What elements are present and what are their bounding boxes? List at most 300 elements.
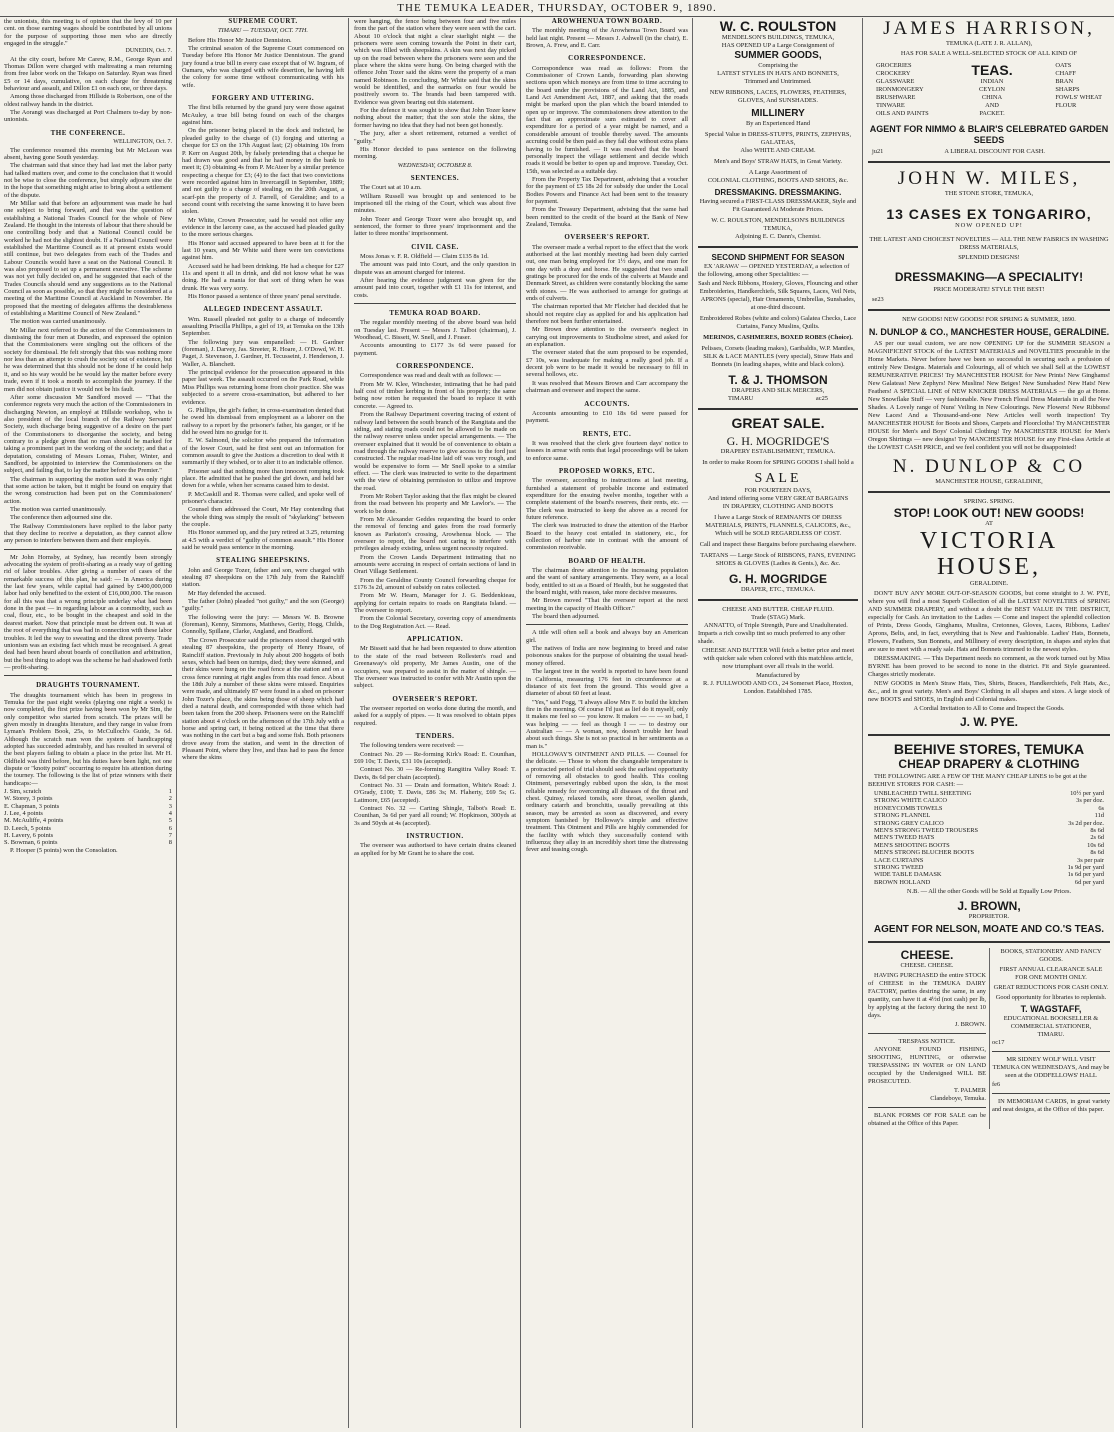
divider <box>698 246 858 248</box>
paragraph: Accounts amounting to £10 18s 6d were passed for payment. <box>526 409 688 425</box>
paragraph: Mr John Hornsby, at Sydney, has recently been strongly advocating the system of profit-sharing as a ready way of getting rid of labor troubles. After giving a number of cases of the remarkable success of this plan, he said: — In America during the last few years, while capital had gained by £400,000,000 labor had only benefited to the extent of £16,000,000. The reason for all this was that a wrong principle underlay what had been done in the past — in regarding labour as a commodity, such as coal, flour, etc., to be bought in the cheapest and sold in the dearest market. Now that principle must be driven out. It was at the root of everything that was bad in connection with these labor troubles. It led the way to sweating and the direst poverty. Trade unionism was an existing fact which must be recognised. A great deal had been heard about boards of conciliation and arbitration, but the best thing to adopt was the scheme he had shadowed forth — profit-sharing. <box>4 553 172 671</box>
ad-text: T. PALMER <box>954 1087 986 1095</box>
paragraph: Mr Millar said that before an adjournment was made he had one subject to bring forward, and that was the question of establishing a National Trades Council for the whole of New Zealand. He thought in the interests of labour that there should be one controlling body and that a National Council could be worked he had not the slightest doubt. If a National Council were established the Maritime Council as it at present exists would still continue, but two delegates from each of the Trades and Labour Councils would have a seat on the National Council. It was also proposed to set up a permanent executive. The scheme was not yet fully decided on, and he suggested that each of the Trades Councils should send any suggestions as to the National Council as soon as possible, so that they might be considered at a meeting of the Maritime Council at Auckland in November. He proposed that the meeting of delegates affirms the desirableness of establishing a Maritime Council of New Zealand." <box>4 199 172 318</box>
ad-text: J. BROWN. <box>954 1021 986 1029</box>
price-row: MEN'S SHOOTING BOOTS 10s 6d <box>874 841 1104 849</box>
list-item: OATS <box>1055 62 1072 69</box>
ad-text: W. C. ROULSTON, MENDELSON'S BUILDINGS TEMUKA, <box>711 217 845 232</box>
paragraph: Prisoner said that nothing more than innocent romping took place. He admitted that he pushed the girl down, and held her down for a while, when her screams caused him to desist. <box>182 467 344 490</box>
list-item: SHARPS <box>1055 86 1080 93</box>
dateline: TIMARU — TUESDAY, OCT. 7TH. <box>217 27 309 35</box>
section-heading: INSTRUCTION. <box>406 832 464 841</box>
ad-text: FOR FOURTEEN DAYS, <box>744 487 812 494</box>
paragraph: From Mr W. Hearn, Manager for J. G. Beddenkieau, applying for certain repairs to roads on Rangitata Island. — The overseer to report. <box>354 592 516 615</box>
ad-text: NEW GOODS! NEW GOODS! FOR SPRING & SUMMER, 1890. <box>902 316 1076 323</box>
paragraph: Among those discharged from Hillside is Robertson, one of the oldest railway hands in the district. <box>4 93 172 108</box>
paragraph: Mr White, Crown Prosecutor, said he would not offer any evidence in the larceny case, as the accused had pleaded guilty to the more serious charges. <box>182 216 344 239</box>
ad-text: THE LATEST AND CHOICEST NOVELTIES — ALL THE NEW FABRICS IN WASHING DRESS MATERIALS, <box>869 236 1109 251</box>
divider <box>698 408 858 410</box>
price-row: STRONG FLANNEL 11d <box>874 812 1104 820</box>
paragraph: The following tenders were received: — <box>360 742 464 750</box>
list-item: BRUSHWARE <box>876 94 916 101</box>
paragraph: The motion was carried unanimously. <box>10 318 107 326</box>
price-row: MEN'S TWEED HATS 2s 6d <box>874 834 1104 842</box>
list-item: M. McAuliffe, 4 points 5 <box>4 817 172 825</box>
ad-text: DRAPERS AND SILK MERCERS, <box>731 387 825 394</box>
paragraph: The conference then adjourned sine die. <box>10 514 113 522</box>
ad-title: TRESPASS NOTICE. <box>898 1038 956 1046</box>
ad-text: NEW RIBBONS, LACES, FLOWERS, FEATHERS, GLOVES, And SUNSHADES. <box>709 89 847 104</box>
ad-text: N.B. — All the other Goods will be Sold at Equally Low Prices. <box>906 888 1072 896</box>
paragraph: The first bills returned by the grand jury were those against McAuley, a true bill being found on each of the charges against him. <box>182 104 344 127</box>
ad-title: CHEESE. <box>900 948 954 963</box>
paragraph: From the Colonial Secretary, covering copy of amendments to the Dog Registration Act. — Read. <box>354 615 516 630</box>
section-heading: RENTS, ETC. <box>582 429 632 438</box>
divider <box>354 303 516 304</box>
column-4 <box>522 18 692 1428</box>
ad-text: SPLENDID DESIGNS! <box>958 254 1020 261</box>
ad-text: BLANK FORMS OF FOR SALE can be obtained at the Office of this Paper. <box>868 1112 986 1128</box>
paragraph: John Tozer and George Tozer were also brought up, and sentenced, the former to three years' imprisonment and the latter to three months' imprisonment. <box>354 215 516 238</box>
paragraph: The draughts tournament which has been in progress in Temuka for the past eight weeks (playing one night a week) is now completed, the first prize having been won by Mr Sim, the only competitor who started from scratch. The prizes will be given mostly in draughts literature, and they range in value from Lyman's Problem Book, 25s, to McCulloch's Guide, 3s 6d. Although the scratch man won the system of handicapping adopted has succeeded admirably, and has resulted in several of the best players failing to obtain a place in the prize list. Mr H. Oldfield was third before, but his duties have been light, not one dispute or "knotty point" occurring to require his attention during the tourney. The following is the list of prize winners with their handicaps:— <box>4 691 172 787</box>
price-row: MEN'S STRONG TWEED TROUSERS 8s 6d <box>874 827 1104 835</box>
paragraph: After hearing the evidence judgment was given for the amount paid into court, together with £1 11s for interest, and costs. <box>354 277 516 299</box>
paragraph: The father (John) pleaded "not guilty," and the son (George) "guilty." <box>182 598 344 613</box>
article-heading: AROWHENUA TOWN BOARD. <box>551 18 663 25</box>
paragraph: The overseer, according to instructions at last meeting, furnished a statement of probable income and estimated expenditure for the ensuing twelve months, together with a complete statement of the board's reserves, their rents, etc. — The clerk was instructed to keep the above as a record for future reference. <box>526 477 688 521</box>
paragraph: His Honor decided to pass sentence on the following morning. <box>354 145 516 161</box>
ad-text: TIMARU. <box>1037 1031 1065 1039</box>
ad-text: ANYONE FOUND FISHING, SHOOTING, HUNTING, or otherwise TRESPASSING IN WATER or ON LAND occupied by the Undersigned WILL BE PROSECUTED. <box>868 1046 986 1086</box>
paragraph: The motion was carried unanimously. <box>10 506 107 513</box>
ad-title: G. H. MOGRIDGE <box>728 572 827 586</box>
ad-text: ANNATTO, of Triple Strength, Pure and Unadulterated. Imparts a rich cowslip tint so much preferred to any other shade. <box>698 622 848 645</box>
ad-text: TARTANS — Large Stock of RIBBONS, FANS, EVENING SHOES & GLOVES (Ladies & Gents.), &c. &c. <box>700 552 856 567</box>
ad-text: FOR ONE MONTH ONLY. <box>1015 974 1087 982</box>
ad-text: Good opportunity for libraries to replenish. <box>995 994 1107 1002</box>
paragraph: The jury, after a short retirement, returned a verdict of "guilty." <box>354 130 516 145</box>
ad-title: BEEHIVE STORES, TEMUKA <box>893 741 1085 757</box>
ad-text: PRICE MODERATE! STYLE THE BEST! <box>933 286 1045 293</box>
divider <box>4 675 172 676</box>
ad-text: BOOKS, STATIONERY AND FANCY GOODS. <box>1000 948 1102 964</box>
divider <box>698 599 858 601</box>
ad-text: Special Value in DRESS-STUFFS, PRINTS, ZEPHYRS, GALATEAS, <box>704 131 852 146</box>
paragraph: "Yes," said Fogg, "I always allow Mrs F. to build the kitchen fire in the morning. Of course I'd just as lief do it myself, only it makes me feel so — you know. It makes — — — so bad, I was helping — — feel as though I — — to destroy our Australian — — A woman, now, doesn't trouble her head about such things. She is not so practical in her sentiments as a man is." <box>526 698 688 750</box>
paragraph: P. Hooper (5 points) won the Consolation. <box>10 846 118 854</box>
paragraph: The chairman reported that Mr Fletcher had decided that he should not require clay as applied for and his application had therefore not been further entertained. <box>526 303 688 326</box>
ad-text: STOP! LOOK OUT! NEW GOODS! <box>893 506 1085 520</box>
victoria-house-ad <box>868 498 1110 729</box>
price-row: STRONG TWEED 1s 9d per yard <box>874 864 1104 872</box>
paragraph: Correspondence was read as follows: From the Commissioner of Crown Lands, forwarding plan showing sections upon which moneys are from time to time accruing to the board under the provisions of the Land Act, 1885, and Land Act Amendment Act, 1887, and asking that the roads might be marked upon the plan which the board intended to open up or improve. The commissioners drew attention to the fact that an approximate sum estimated to cover all expenditure for a period of a year might be named, and a considerable amount of trouble thereby saved. The amounts accruing could be then paid as they fall due without extra plans having to be furnished. — It was resolved that the board personally inspect the village settlement and decide which roads it would be better to open up and improve. Tuesday, Oct. 15th, was selected as a suitable day. <box>526 64 688 175</box>
paragraph: From the Crown Lands Department intimating that no amounts were accruing in respect of certain sections of land in Orari Village Settlement. <box>354 553 516 576</box>
ad-ref: ac25 <box>815 395 828 402</box>
paragraph: From Mr W. Klee, Winchester, intimating that he had paid half cost of timber kerbing in front of his property; the same being now rotten he requested the board to replace it with concrete. — Agreed to. <box>354 380 516 410</box>
ad-text: T. WAGSTAFF, <box>1020 1004 1082 1015</box>
beehive-ad <box>868 741 1110 936</box>
price-row: HONEYCOMB TOWELS 6s <box>874 804 1104 812</box>
ad-title: VICTORIA HOUSE, <box>919 528 1059 580</box>
paragraph: The overseer was authorised to have certain drains cleaned as applied for by Mr Grant he to share the cost. <box>354 842 516 857</box>
list-item: PACKET. <box>979 110 1005 117</box>
ad-ref: oc17 <box>992 1039 1005 1047</box>
paragraph: HOLLOWAY'S OINTMENT AND PILLS. — Counsel for the delicate. — Those to whom the changeable temperature is a protracted period of trial should seek the earliest opportunity of removing all obstacles to good health. This cooling Ointment, perseveringly rubbed upon the skin, is the most reliable remedy for overcoming all diseases of the throat and chest. Quinsy, relaxed tonsils, sore throat, swollen glands, ordinary catarrh and bronchitis, usually prevailing at this season, may be arrested as soon as discovered, and every symptom banished by Holloway's simple and effective treatment. This Ointment and Pills are highly commended for the facility with which they successfully contend with influenza; they allay in an incredibly short time the distressing fever and teasing cough. <box>526 750 688 854</box>
ad-text: By an Experienced Hand <box>745 120 811 127</box>
ad-text: AT <box>985 520 993 527</box>
divider <box>868 734 1110 736</box>
ad-text: Clandeboye, Temuka. <box>930 1095 986 1103</box>
price-row: WIDE TABLE DAMASK 1s 6d per yard <box>874 871 1104 879</box>
ad-text: Pelisses, Corsets (leading makes), Garibaldis, W.P. Mantles, SILK & LACE MANTLES (very special), Straw Hats and Bonnets (in leading shapes, white and black colors). <box>701 345 855 368</box>
ad-text: And intend offering some VERY GREAT BARGAINS <box>707 495 849 502</box>
list-item: FOWLS' WHEAT <box>1055 94 1102 101</box>
paragraph: Before His Honor Mr Justice Denniston. <box>188 36 292 44</box>
paragraph: The Court sat at 10 a.m. <box>360 184 422 192</box>
article-heading: TEMUKA ROAD BOARD. <box>389 309 481 318</box>
paragraph: William Russell was brought up and sentenced to be imprisoned till the rising of the Court, which was about five minutes. <box>354 192 516 215</box>
ad-text: SALE <box>754 471 802 486</box>
ad-text: DRESSMAKING. DRESSMAKING. <box>714 188 842 197</box>
paragraph: E. W. Salmond, the solicitor who prepared the information of the lower Court, said he first sent out an information for common assault to give the Justices a discretion to deal with it summarily if they wished, or to alter it to an indictable offence. <box>182 437 344 467</box>
divider <box>868 1033 986 1034</box>
feed-list <box>1055 62 1102 118</box>
price-row: STRONG WHITE CALICO 3s per doz. <box>874 797 1104 805</box>
ad-text: Manufactured by <box>756 672 800 679</box>
divider <box>992 1093 1110 1094</box>
paragraph: Mr Bissett said that he had been requested to draw attention to the state of the road between Rollesten's road and Greenaway's old property, Mr James Austin, one of the occupiers, was prepared to assist in the matter of shingle. — The overseer was instructed to confer with Mr Austin upon the subject. <box>354 645 516 690</box>
list-item: E. Chapman, 3 points 3 <box>4 802 172 810</box>
paragraph: The Aorangi was discharged at Port Chalmers to-day by non-unionists. <box>4 109 172 124</box>
list-item: H. Lavery, 6 points 7 <box>4 832 172 840</box>
paragraph: On the prisoner being placed in the dock and indicted, he pleaded guilty to the charge of (1) forging and uttering a cheque for £3 on the 17th August last; (2) obtaining 10s from P. Kerr on August 20th, by falsely pretending that a cheque he had drawn was good and that he had money in the bank to meet it; (3) obtaining 4s from P. McAteer by a similar pretence respecting a cheque for £3; (4) to the fact that two convictions were recorded against him in Invercargill in September, 1889; and not guilty to a charge of stealing, on the 20th August, a scarf-pin the property of J. Farrell, of Geraldine; and to a second count with receiving the same knowing it to have been stolen. <box>182 127 344 216</box>
ad-title: T. & J. THOMSON <box>728 373 828 387</box>
ad-text: PROPRIETOR. <box>968 913 1010 921</box>
article-heading: DRAUGHTS TOURNAMENT. <box>36 681 140 690</box>
ad-text: Adjoining E. C. Dann's, Chemist. <box>735 233 821 240</box>
list-item: GROCERIES <box>876 62 912 69</box>
paragraph: Mr Brown moved "That the overseer report at the next meeting in the capacity of Health Officer." <box>526 597 688 612</box>
ad-title: GREAT SALE. <box>731 415 825 431</box>
paragraph: The board then adjourned. <box>532 613 600 621</box>
ad-text: A Large Assortment of <box>748 169 808 176</box>
paragraph: A title will often sell a book and always buy an American girl. <box>526 629 688 644</box>
price-row: UNBLEACHED TWILL SHEETING 10½ per yard <box>874 790 1104 797</box>
dateline: DUNEDIN, Oct. 7. <box>125 48 172 55</box>
ad-title: FIRST ANNUAL CLEARANCE SALE <box>999 966 1103 974</box>
column-rule <box>520 18 521 1428</box>
paragraph: The following jury was empanelled: — H. Gardner (foreman), J. Darvey, Jas. Streeter, R. Hoare, J. O'Dowd, W. H. Paget, J. Stevenson, J. Gardner, H. Tecusseint, J. Henderson, J. Waller, A. Blanchett. <box>182 338 344 368</box>
ad-text: DRAPER, ETC., TEMUKA. <box>740 586 816 593</box>
paragraph: The monthly meeting of the Arowhenua Town Board was held last night. Present — Messrs J. Ashwell (in the chair), E. Brown, A. Frew, and E. Carr. <box>526 27 688 50</box>
section-heading: OVERSEER'S REPORT. <box>392 694 478 703</box>
ad-text: G. H. MOGRIDGE'S <box>726 434 830 448</box>
ad-ref: fe6 <box>992 1081 1001 1089</box>
ad-text: Trade (STAG) Mark. <box>751 614 805 621</box>
divider <box>868 309 1110 311</box>
section-heading: OVERSEER'S REPORT. <box>564 233 650 242</box>
ad-text: MILLINERY <box>751 108 805 119</box>
ad-text: SPRING. SPRING. <box>963 498 1015 505</box>
divider <box>868 941 1110 943</box>
teas-list <box>971 62 1012 118</box>
paragraph: Moss Jonas v. F. R. Oldfield — Claim £135 8s 1d. <box>360 252 489 260</box>
ad-text: THE FOLLOWING ARE A FEW OF THE MANY CHEAP LINES to be got at the BEEHIVE STORES FOR CASH: — <box>868 773 1087 788</box>
column-rule <box>692 18 693 1428</box>
ad-text: NOW OPENED UP! <box>955 222 1023 229</box>
harrison-ad <box>868 18 1110 156</box>
paragraph: The largest tree in the world is reported to have been found in California, measuring 176 feet in circumference at a distance of six feet from the ground. This would give a diameter of about 60 feet at least. <box>526 668 688 698</box>
paragraph: Correspondence was read and dealt with as follows: — <box>360 372 501 380</box>
paragraph: The amount was paid into Court, and the only question in dispute was an amount charged for interest. <box>354 261 516 276</box>
paragraph: Mr Millar next referred to the action of the Commissioners in dismissing the four men at Dunedin, and expressed the opinion that the Commissioners were singling out the officers of the society for dismissal. He felt strongly that this was nothing more nor less than an attempt to crush the society out of existence, but he was determined that this should not be done if he could help it, and so his way would be he would lay the matter before every trade, even if it took a month to accomplish the journey. If the men did not obtain justice it would not be his fault. <box>4 326 172 393</box>
paragraph: Mr Hay defended the accused. <box>188 589 266 597</box>
ad-text: IN DRAPERY, CLOTHING AND BOOTS <box>722 503 834 510</box>
paragraph: The regular monthly meeting of the above board was held on Tuesday last. Present — Messrs J. Talbot (chairman), J. Woodhead, C. Bissett, W. Snell, and J. Fraser. <box>354 319 516 342</box>
ad-text: LATEST STYLES IN HATS AND BONNETS, <box>717 70 839 77</box>
ad-text: AS per our usual custom, we are now OPENING UP for the SUMMER SEASON a MAGNIFICENT STOCK of the LATEST MATERIALS and NOVELTIES procurable in the Home Markets. Never before have we been so successful in securing such a profusion of entirely New Designs. Materials and Colourings, all of which we shall Sell at the LOWEST REMUNERATIVE PRICES! Try MANCHESTER HOUSE for New Prints! New Ginghams! New Galateas! New Zephyrs! New Muslins! New Beiges! New Sunshades! New Hats! New Feathers! A SPECIAL LINE of NEW KNICKER DRESS MATERIALS — the go at Home. New Snowflake Stuff — very fashionable. New French Floral Dress Materials in all the New Shades. A Lovely range of Nuns' Veiling in New Colourings. New Flowers! New Ribbons! New Laces! And a Thousand-and-one New Articles well worth inspection! Try MANCHESTER HOUSE for Boots and Shoes, Carpets and Floorcloths! Try MANCHESTER HOUSE for Men's and Boys' Colonial Clothing! Try MANCHESTER HOUSE for Men's Oregon Shirtings — new designs! Try MANCHESTER HOUSE for any First-class Article at the LOWEST CASH PRICE, and we feel confident you will not be disappointed! <box>868 340 1110 451</box>
ad-text: GREAT REDUCTIONS FOR CASH ONLY. <box>993 984 1109 992</box>
list-item: GLASSWARE <box>876 78 915 85</box>
divider <box>868 161 1110 163</box>
section-heading: CIVIL CASE. <box>411 242 459 251</box>
column-3 <box>350 18 520 1428</box>
paragraph: It was resolved that Messrs Brown and Carr accompany the chairman and overseer and inspect the same. <box>526 379 688 395</box>
ad-text: 13 CASES EX TONGARIRO, <box>886 206 1092 222</box>
paragraph: Mr Brown drew attention to the overseer's neglect in carrying out improvements to Studholme street, and asked for an explanation. <box>526 326 688 349</box>
paragraph: Contract No. 30 — Re-forming Rangitira Valley Road: T. Davis, 8s 6d per chain (accepted). <box>354 766 516 781</box>
divider <box>992 1051 1110 1052</box>
ad-text: MR SIDNEY WOLF WILL VISIT TEMUKA ON WEDNESDAYS, And may be seen at the ODDFELLOWS' HALL <box>992 1056 1110 1080</box>
ad-text: R. J. FULLWOOD AND CO., 24 Somerset Place, Hoxton, London. Established 1785. <box>702 680 854 695</box>
paragraph: The Railway Commissioners have replied to the labor party that they decline to receive a deputation, as they cannot allow any person to interfere between them and their employés. <box>4 522 172 545</box>
roulston-ad <box>698 18 858 241</box>
section-heading: CORRESPONDENCE. <box>396 362 474 371</box>
ad-text: Also WHITE AND CREAM. <box>740 147 816 154</box>
ad-text: Embroidered Robes (white and colors) Galatea Checks, Lace Curtains, Fancy Muslins, Quilts. <box>699 315 857 330</box>
list-item: W. Storey, 3 points 2 <box>4 795 172 803</box>
paragraph: For the defence it was sought to show that John Tozer knew nothing about the matter; that the son stole the skins, the former having no idea that they had not been got honestly. <box>354 107 516 129</box>
ad-text: DRESSMAKING. — This Department needs no comment, as the work turned out by Miss BYRNE has been proved to be second to none in the district. Fit and Style guaranteed. Charges strictly moderate. <box>868 655 1110 678</box>
ad-text: MERINOS, CASHMERES, BOXED ROBES (Choice). <box>703 334 853 341</box>
paragraph: Accused said he had been drinking. He had a cheque for £27 11s and spent it all in drink, and did not know what he was doing. He had a mania for that sort of thing when he was drunk. He was very sorry. <box>182 262 344 292</box>
paragraph: His Honor said accused appeared to have been at it for the last 10 years, and Mr White said there were ten convictions against him. <box>182 239 344 262</box>
ad-text: CHEAP DRAPERY & CLOTHING <box>898 757 1080 771</box>
list-item: BRAN <box>1055 78 1074 85</box>
paragraph: P. McCaskill and R. Thomas were called, and spoke well of prisoner's character. <box>182 490 344 505</box>
paragraph: The following were the jury: — Messrs W. B. Browne (foreman), Kenny, Simmons, Matthews, Gerity, Hogg, Childs, Connolly, Spillane, Clarke, Angland, and Bradford. <box>182 613 344 636</box>
price-row: MEN'S STRONG BLUCHER BOOTS 8s 6d <box>874 849 1104 857</box>
section-heading: SENTENCES. <box>410 173 460 182</box>
paragraph: The chairman in supporting the motion said it was only right that some action be taken, but it might be found on enquiry that the wrong construction had been put on the Commissioners' action. <box>4 475 172 505</box>
column-1 <box>0 18 176 1428</box>
paragraph: Contract No. 32 — Carting Shingle, Talbot's Road: E. Counihan, 3s 6d per yard all round; W. Hopkinson, 300yds at 3s and 50yds at 4s (accepted). <box>354 805 516 827</box>
annatto-ad <box>698 606 858 696</box>
ad-text: IN MEMORIAM CARDS, in great variety and neat designs, at the Office of this paper. <box>992 1098 1110 1114</box>
list-item: AND <box>985 102 999 109</box>
dateline: WELLINGTON, Oct. 7. <box>113 139 172 146</box>
ad-text: Comprising the <box>758 62 798 69</box>
ad-text: AGENT FOR NELSON, MOATE AND CO.'S TEAS. <box>873 924 1105 936</box>
section-heading: FORGERY AND UTTERING. <box>211 94 315 103</box>
prize-list <box>4 788 172 847</box>
list-item: TINWARE <box>876 102 905 109</box>
paragraph: were hanging, the fence being between four and five miles from the part of the station where they were seen with the cart. About 10 o'clock that night a clear starlight night — the prisoners were seen coming towards the Point in their cart, which was filled with sheepskins. A skin was next day picked up on the road between where the prisoners were seen and the place where the skins were hung. On being charged with the offence John Tozer said the skins were the property of a man named Robinson. In concluding, Mr White said that the skins would be identified, and the earmarks on four would be positively sworn to. The brands had been tampered with. Evidence was given bearing out this statement. <box>354 18 516 106</box>
paragraph: The principal evidence for the prosecution appeared in this paper last week. The assault occurred on the Park Road, while Miss Phillips was returning home from choir practice. She was subjected to a severe cross-examination, but adhered to her evidence. <box>182 369 344 406</box>
ad-text: A LIBERAL DISCOUNT FOR CASH. <box>944 148 1046 155</box>
paragraph: It was resolved that the clerk give fourteen days' notice to lessees in arrear with rents that legal proceedings will be taken to enforce same. <box>526 439 688 462</box>
ad-text: EX 'ARAWA' — OPENED YESTERDAY, a selection of the following, among other Specialities: — <box>698 263 850 278</box>
paragraph: John and George Tozer, father and son, were charged with stealing 87 sheepskins on the 17th July from the Raincliff station. <box>182 566 344 589</box>
divider <box>4 549 172 550</box>
ad-text: THE STONE STORE, TEMUKA, <box>944 190 1034 197</box>
paragraph: The overseer reported on works done during the month, and asked for a supply of pipes. — It was resolved to obtain pipes required. <box>354 704 516 727</box>
ad-text: HAS OPENED UP a Large Consignment of <box>721 42 835 49</box>
column-rule <box>176 18 177 1428</box>
ad-text: HAS FOR SALE A WELL-SELECTED STOCK OF ALL KIND OF <box>900 50 1078 57</box>
paragraph: The clerk was instructed to draw the attention of the Harbor Board to the heavy cost entailed in stationery, etc., for collection of harbor rate in contrast with the amount of commission receivable. <box>526 522 688 552</box>
paragraph: The chairman said that since they had last met the labor party had talked matters over, and come to the conclusion that it would not be wise to close the conference, but simply adjourn sine die in the hope that something might arise to bring about a settlement of the dispute. <box>4 162 172 199</box>
ad-ref: se23 <box>872 296 884 303</box>
divider <box>868 1107 986 1108</box>
price-row: LACE CURTAINS 3s per pair <box>874 856 1104 864</box>
ad-title: N. DUNLOP & CO., MANCHESTER HOUSE, GERALDINE. <box>868 327 1110 337</box>
shipment-ad <box>698 253 858 403</box>
section-heading: ALLEGED INDECENT ASSAULT. <box>203 305 323 314</box>
paragraph: His Honor passed a sentence of three years' penal servitude. <box>188 293 342 301</box>
price-list <box>868 790 1110 886</box>
ad-text: Call and inspect these Bargains before purchasing elsewhere. <box>699 541 857 548</box>
column-rule <box>348 18 349 1428</box>
paragraph: Accounts amounting to £177 3s 6d were passed for payment. <box>354 342 516 357</box>
ad-address: MENDELSON'S BUILDINGS, TEMUKA, <box>721 34 835 41</box>
paragraph: The Crown Prosecutor said the prisoners stood charged with stealing 87 sheepskins, the property of Henry Hoare, of Raincliff station. Previously in July about 200 hoggets of both sexes, which had been on turnips, died; they were skinned, and their skins were hung on the road fence at the station and on a cross fence running at right angles from this road fence. About the 18th July a number of these skins were missed. Enquiries were made, and ultimately 87 were found in a shed on prisoner John Tozer's place, the skins being those of sheep which had died a natural death, and corresponded with those which had been taken from the 200 sheep. Prisoners were on the Raincliff station about 4 o'clock on the afternoon of the 17th July with a horse and spring cart, it being noticed at the time that there was nothing in the cart but a bag and some fish. Both prisoners drove away from the station, and went in the direction of Pleasant Point, where they live, and thus had to pass the fence where the skins <box>182 636 344 762</box>
ad-text: DRAPERY ESTABLISHMENT, TEMUKA. <box>720 448 836 455</box>
paragraph: His Honor summed up, and the jury retired at 3.25, returning at 4.5 with a verdict of "guilty of common assault." His Honor said he would pass sentence in the morning. <box>182 529 344 552</box>
list-item: CHINA <box>981 94 1003 101</box>
ad-text: DON'T BUY ANY MORE OUT-OF-SEASON GOODS, but come straight to J. W. PYE, where you will find a most Superb Collection of all the LATEST NOVELTIES of SPRING AND SUMMER DRAPERY, and without a doubt the BEST VALUE IN THE DISTRICT, especially for Cash. An invitation to the Ladies — Come and inspect the splendid collection of Prints, Dress Goods, Ginghams, Muslins, Cretonnes, Gloves, Laces, Ribbons, Ladies' Aprons, Belts, and, in fact, everything that is New and Fashionable. Ladies' Hats, Bonnets, Flowers, Feathers, Sun Bonnets, and Millinery of every description, in shapes and styles that are sure to meet with a ready sale. Hats and Bonnets trimmed to the newest styles. <box>868 590 1110 653</box>
ad-ref: ju21 <box>872 148 884 155</box>
divider <box>868 491 1110 493</box>
price-row: BROWN HOLLAND 6d per yard <box>874 878 1104 886</box>
ad-text: Sash and Neck Ribbons, Hosiery, Gloves, Flouncing and other Embroideries, Handkerchiefs, Silk Squares, Laces, Veil Nets, APRONS (special), Hair Ornaments, Umbrellas, Sunshades, at one-third discount. <box>698 280 858 311</box>
ad-text: TEAS. <box>971 62 1013 78</box>
masthead: THE TEMUKA LEADER, THURSDAY, OCTOBER 9, 1890. <box>0 0 1114 17</box>
ad-text: Trimmed and Untrimmed. <box>744 78 812 85</box>
section-heading: TENDERS. <box>415 731 455 740</box>
column-6 <box>864 18 1114 1428</box>
ad-text: CHEESE. CHEESE. <box>900 962 954 970</box>
paragraph: The natives of India are now beginning to breed and raise poisonous snakes for the purpose of obtaining the usual head-money offered. <box>526 645 688 667</box>
list-item: J. Sim, scratch 1 <box>4 788 172 796</box>
paragraph: Counsel then addressed the Court, Mr Hay contending that the whole thing was simply the result of "skylarking" between the couple. <box>182 506 344 528</box>
ad-text: MANCHESTER HOUSE, GERALDINE, <box>935 478 1043 485</box>
list-item: CHAFF <box>1055 70 1076 77</box>
paragraph: From the Treasury Department, advising that the same had been remitted to the credit of the board at the Bank of New Zealand, Temuka. <box>526 206 688 228</box>
paragraph: Wm. Russell pleaded not guilty to a charge of indecently assaulting Priscilla Phillips, a girl of 19, at Temuka on the 13th September. <box>182 315 344 338</box>
ad-text: GERALDINE. <box>969 580 1009 587</box>
column-2 <box>178 18 348 1428</box>
ad-text: CHEESE AND BUTTER Will fetch a better price and meet with quicker sale when colored with this matchless article, now triumphant over all rivals in the world. <box>701 647 855 670</box>
article-heading: SUPREME COURT. <box>228 18 298 25</box>
column-rule <box>862 18 863 1428</box>
paragraph: From Mr Alexander Geddes requesting the board to order the removal of fencing and gates from the road formerly known as Parkston's crossing, Arowhenua block. — The overseer to report, the board not caring to interfere with privileges already existing, unless urgent necessity required. <box>354 515 516 553</box>
list-item: D. Leech, 5 points 6 <box>4 824 172 832</box>
list-item: CROCKERY <box>876 70 911 77</box>
ad-title: CHEESE AND BUTTER. CHEAP FLUID. <box>722 606 834 613</box>
paragraph: The overseer made a verbal report to the effect that the work authorised at the last monthly meeting had been duly carried out, one man being employed for 1½ days, and one man for one day with a dray and horse. He suggested that two small gratings be procured for the ends of the culverts at Maude and Denmark Street, as children were constantly blocking the same with stones. — He was authorised to arrange for gratings at ends of culverts. <box>526 243 688 303</box>
paragraph: From Mr Robert Taylor asking that the flax might be cleared from the road between his property and Mr Lawlor's. — The work to be done. <box>354 492 516 515</box>
paragraph: After some discussion Mr Sandford moved — "That the conference regrets very much the action of the Commissioners in discharging Newton, an employé at Hillside workshop, who is also president of the local branch of the Railway Servants' Society, such discharge being suggestive of a desire on the part of the Commissioners to disorganise the society, and being contrary to a pledge given that no man should be marked for taking a prominent part in the working of the society; and that a deputation, consisting of Messrs Lomas, Fisher, Winter, and Sandford, be appointed to interview the Commissioners on the subject, and failing that, to lay the matter before the Premier." <box>4 393 172 475</box>
ad-text: Having secured a FIRST-CLASS DRESSMAKER, Style and Fit Guaranteed At Moderate Prices. <box>699 198 857 213</box>
dateline: WEDNESDAY, OCTOBER 8. <box>397 161 473 169</box>
article-heading: THE CONFERENCE. <box>50 128 126 137</box>
paragraph: The criminal session of the Supreme Court commenced on Tuesday before His Honor Mr Justice Dennistoun. The grand jury found a true bill in every case except that of W. Ingram, of Oamaru, who was charged with wife desertion, he having left the colony for some time without communicating with his wife. <box>182 45 344 89</box>
ad-title: SECOND SHIPMENT FOR SEASON <box>711 253 845 262</box>
paragraph: From the Railway Department covering tracing of extent of railway land between the south branch of the Rangitata and the siding, and stating roads could not be allowed to be made on the railway reserve unless under special arrangements. — The overseer explained that it would be of convenience to obtain a road through the railway reserve to give access to the ford just constructed. The regular road-line laid off was very rough, and would be expensive to form — Mr Snell spoke to a similar effect. — The clerk was instructed to write to the department with the view of obtaining permission to utilize and improve the road. <box>354 411 516 492</box>
ad-text: EDUCATIONAL BOOKSELLER & COMMERCIAL STATIONER, <box>1003 1015 1099 1031</box>
ad-text: COLONIAL CLOTHING, BOOTS AND SHOES, &c. <box>707 177 849 184</box>
ad-text: TEMUKA (LATE J. R. ALLAN), <box>945 40 1033 47</box>
section-heading: PROPOSED WORKS, ETC. <box>558 466 656 475</box>
section-heading: APPLICATION. <box>406 635 464 644</box>
paragraph: G. Phillips, the girl's father, in cross-examination denied that he owed his dismissal from employment as a laborer on the railway to a report by the prisoner's father, his ganger, or if he did he owed him no grudge for it. <box>182 406 344 436</box>
section-heading: STEALING SHEEPSKINS. <box>216 556 310 565</box>
ad-text: NEW GOODS in Men's Straw Hats, Ties, Shirts, Braces, Handkerchiefs, Felt Hats, &c., &c., and in great variety. Men's and Boys' Clothing in all shapes and sizes. A large stock of new BOOTS and SHOES, in English and Colonial makes. <box>868 680 1110 703</box>
cheese-ad <box>868 948 986 1129</box>
dunlop-ad <box>868 316 1110 486</box>
paragraph: The conference resumed this morning but Mr McLean was absent, having gone South yesterday. <box>4 146 172 161</box>
ad-text: In order to make Room for SPRING GOODS I shall hold a <box>702 459 854 466</box>
ad-text: SUMMER GOODS, <box>734 50 822 61</box>
price-row: STRONG GREY CALICO 3s 2d per doz. <box>874 819 1104 827</box>
list-item: S. Bowman, 6 points 8 <box>4 839 172 847</box>
list-item: FLOUR <box>1055 102 1077 109</box>
list-item: IRONMONGERY <box>876 86 924 93</box>
column-rule <box>989 948 990 1129</box>
ad-text: HAVING PURCHASED the entire STOCK of CHEESE in the TEMUKA DAIRY FACTORY, parties desiring the same, in any quantity, can have it at 4½d (not cash) per lb, by applying at the factory during the next 10 days. <box>868 972 986 1020</box>
section-heading: CORRESPONDENCE. <box>568 54 646 63</box>
paragraph: Contract No. 29 — Re-forming Kirk's Road: E. Counihan, £69 10s; T. Davis, £31 10s (accepted). <box>354 750 516 765</box>
paragraph: the unionists, this meeting is of opinion that the levy of 10 per cent. on those earning wages should be contributed by all unions for the purpose of supporting those men who are directly engaged in the struggle." <box>4 18 172 48</box>
column-5 <box>694 18 862 1428</box>
list-item: INDIAN <box>980 78 1004 85</box>
ad-text: AGENT FOR NIMMO & BLAIR'S CELEBRATED GARDEN SEEDS <box>869 124 1109 145</box>
paragraph: From the Property Tax Department, advising that a voucher for the payment of £5 18s 2d for subsidy due under the Local Bodies Powers and Finance Act had been sent to the treasury for payment. <box>526 175 688 205</box>
grocery-list <box>876 62 929 118</box>
ad-text: J. W. PYE. <box>959 715 1019 729</box>
paragraph: From the Geraldine County Council forwarding cheque for £176 3s 2d, amount of subsidy on rates collected. <box>354 576 516 592</box>
paragraph: At the city court, before Mr Carew, R.M., George Ryan and Thomas Dillon were charged with maltreating a man returning from free labor work on the Tekapo on Saturday. Ryan was fined £5 or 14 days, cumulative, on each charge for threatening behaviour and assault, and Dillon £1 on each one, or three days. <box>4 55 172 93</box>
ad-text: N. DUNLOP & CO <box>892 456 1086 477</box>
section-heading: BOARD OF HEALTH. <box>568 556 646 565</box>
ad-text: Men's and Boys' STRAW HATS, in Great Variety. <box>713 158 843 165</box>
ad-title: W. C. ROULSTON <box>719 18 837 34</box>
ad-text: J. BROWN, <box>957 899 1021 914</box>
ad-text: A Cordial Invitation to All to Come and Inspect the Goods. <box>913 705 1065 712</box>
wagstaff-ad <box>992 948 1110 1129</box>
paragraph: The chairman drew attention to the increasing population and the want of sanitary arrangements. They were, as a local body, entitled to sit as a Board of Health, but he suggested that the board might, with reason, take more decisive measures. <box>526 567 688 597</box>
paragraph: Contract No. 31 — Drain and formation, White's Road: J. O'Grady, £100; T. Davis, £86 3s; M. Flaherty, £69 5s; G. Latimore, £65 (accepted). <box>354 781 516 804</box>
paragraph: The overseer stated that the sum proposed to be expended, £7 10s, was inadequate for making a really good job. If a decent job were to be made it would be necessary to fill in several hollows, etc. <box>526 349 688 379</box>
list-item: CEYLON <box>979 86 1005 93</box>
section-heading: ACCOUNTS. <box>584 399 630 408</box>
miles-ad <box>868 168 1110 304</box>
ad-title: JAMES HARRISON, <box>883 18 1095 39</box>
divider <box>526 624 688 625</box>
mogridge-sale-ad <box>698 415 858 594</box>
list-item: J. Lee, 4 points 4 <box>4 810 172 818</box>
